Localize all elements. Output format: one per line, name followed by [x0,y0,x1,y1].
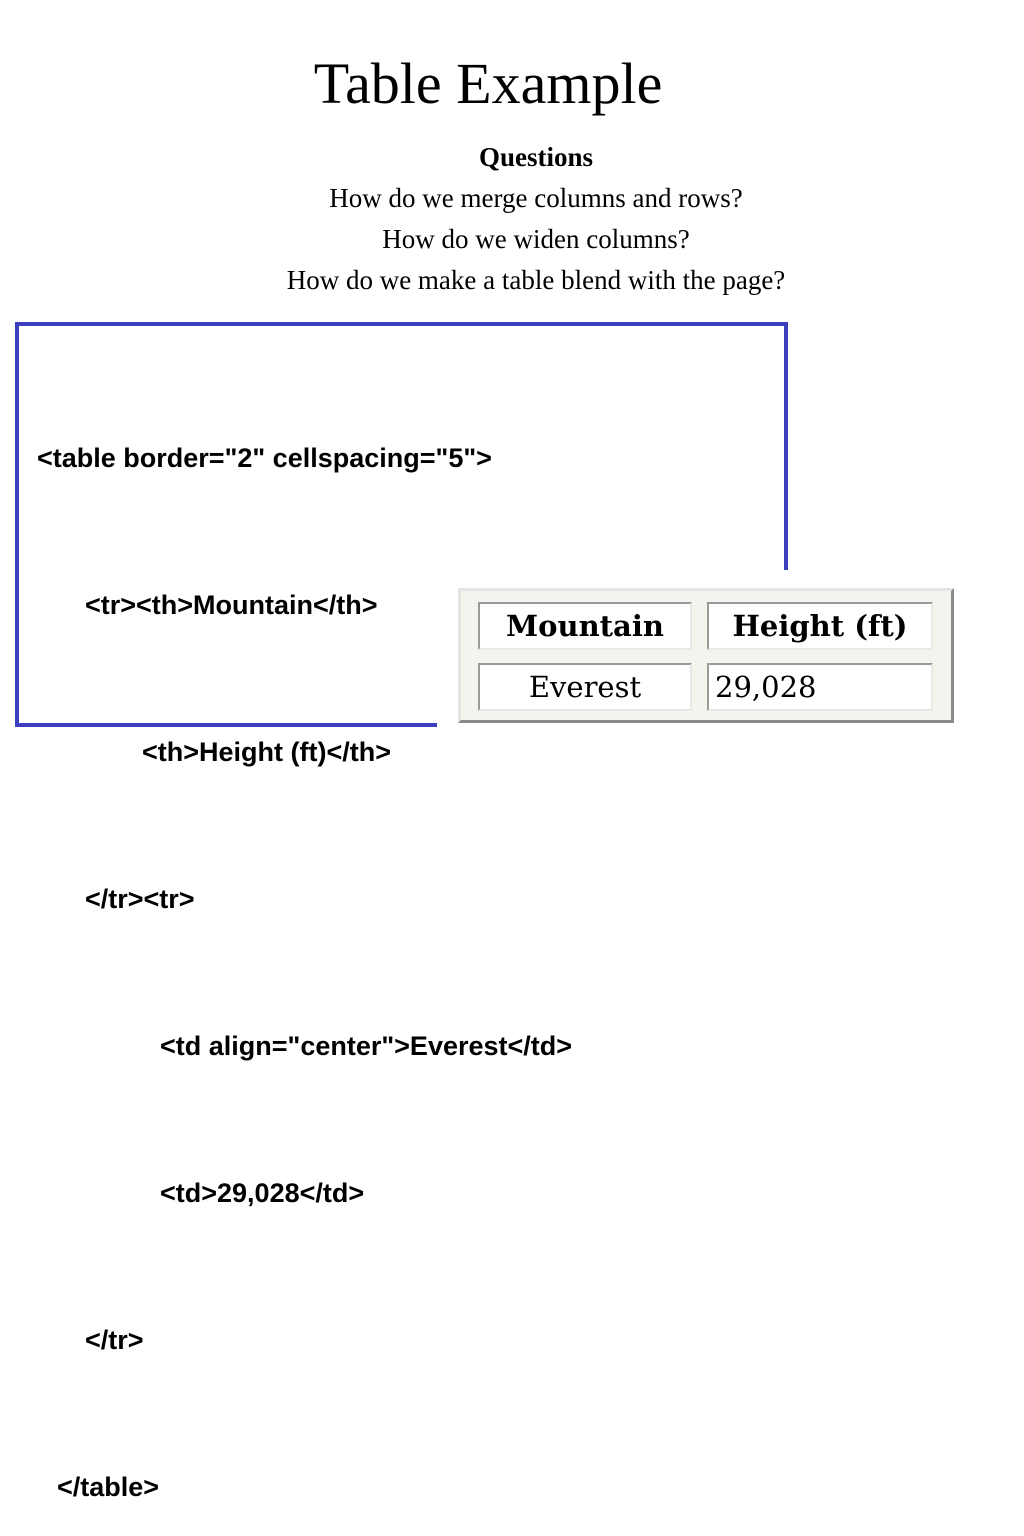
code-line-table-close: </table> [57,1472,160,1502]
rendered-table [458,588,954,723]
question-merge: How do we merge columns and rows? [329,183,743,213]
code-line-tr-close: </tr> [85,1325,144,1355]
code-line-table-open: <table border="2" cellspacing="5"> [37,443,492,473]
question-blend: How do we make a table blend with the page? [286,265,786,295]
code-line-th-height: <th>Height (ft)</th> [142,737,391,767]
code-line-tr-close-open: </tr><tr> [85,884,195,914]
questions-block [0,137,1024,301]
table-header-mountain: Mountain [478,602,692,650]
code-line-td-everest: <td align="center">Everest</td> [160,1031,573,1061]
table-cell-everest: Everest [478,663,692,711]
table-cell-height-value: 29,028 [707,663,933,711]
question-widen: How do we widen columns? [382,224,690,254]
code-line-td-height-value: <td>29,028</td> [160,1178,365,1208]
code-line-tr-th-mountain: <tr><th>Mountain</th> [85,590,378,620]
table-header-height: Height (ft) [707,602,933,650]
html-code-listing [37,336,572,1536]
rendered-table-preview [437,570,967,760]
slide-title: Table Example [313,51,663,116]
questions-heading: Questions [478,142,594,172]
